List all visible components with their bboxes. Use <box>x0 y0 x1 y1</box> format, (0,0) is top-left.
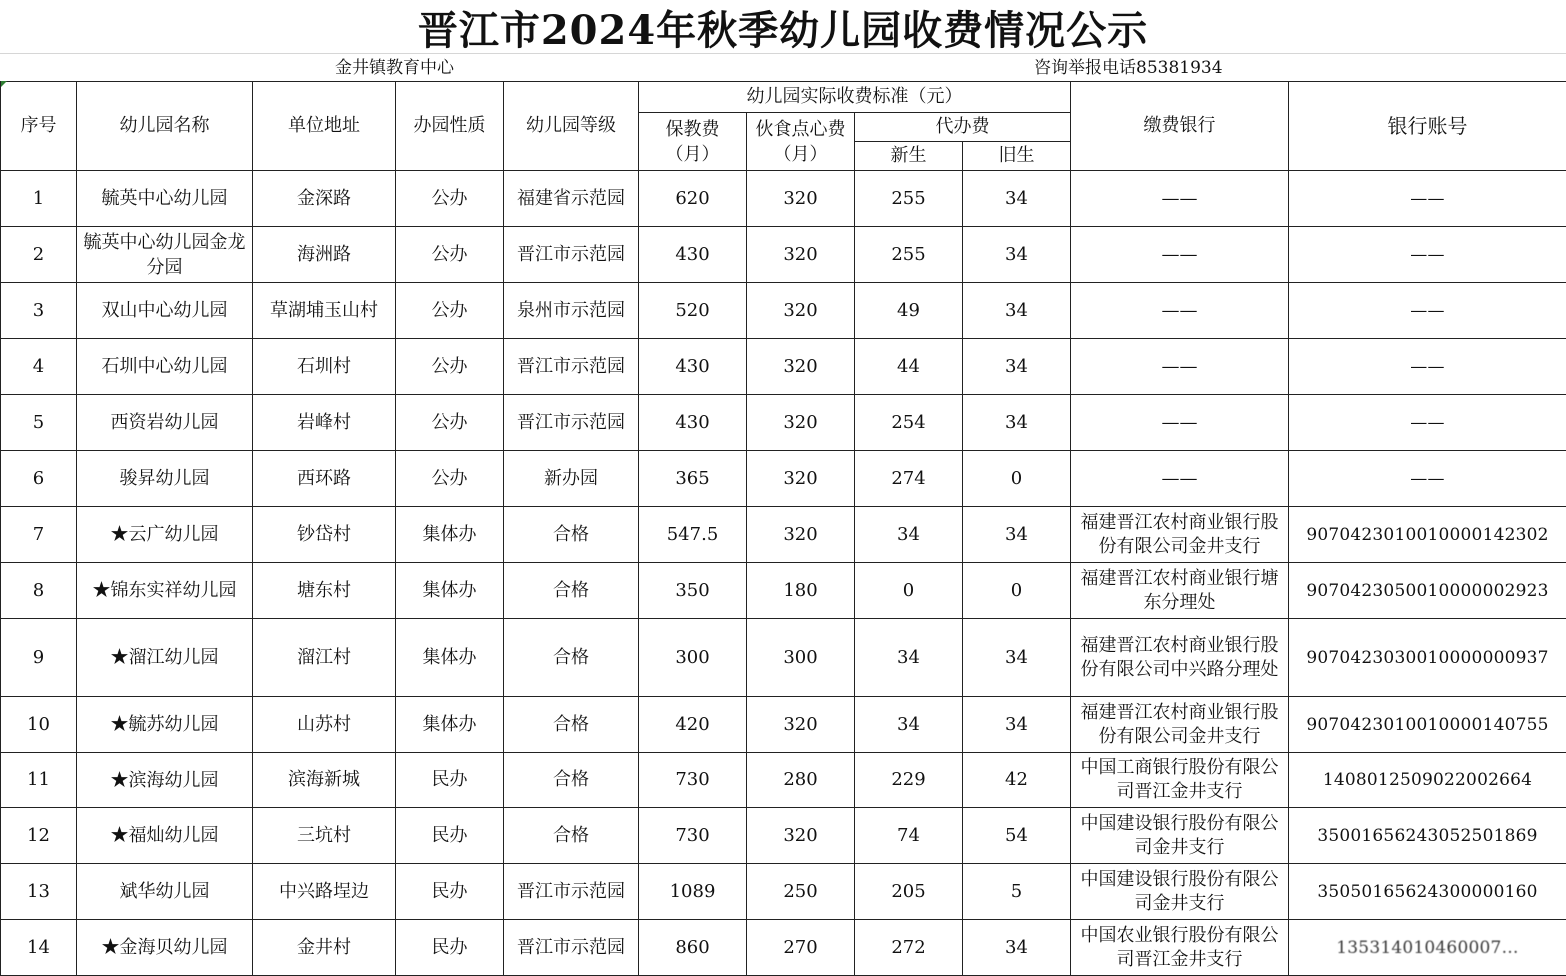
care-fee-cell: 430 <box>639 339 747 395</box>
issuer-label: 金井镇教育中心 <box>335 58 454 78</box>
bank-cell: 中国农业银行股份有限公司晋江金井支行 <box>1071 920 1289 976</box>
account-cell: —— <box>1289 171 1566 227</box>
account-cell: —— <box>1289 339 1566 395</box>
care-fee-cell: 860 <box>639 920 747 976</box>
agency-new-cell: 272 <box>855 920 963 976</box>
table-row <box>1 920 1566 976</box>
table-row <box>1 697 1566 753</box>
nature-cell: 集体办 <box>396 507 504 563</box>
name-cell: ★溜江幼儿园 <box>77 619 253 697</box>
header-meal-fee-line1: 伙食点心费 <box>755 118 846 140</box>
name-cell: ★金海贝幼儿园 <box>77 920 253 976</box>
table-row <box>1 864 1566 920</box>
address-cell: 溜江村 <box>253 619 396 697</box>
name-cell: ★毓苏幼儿园 <box>77 697 253 753</box>
care-fee-cell: 730 <box>639 808 747 864</box>
level-cell: 晋江市示范园 <box>504 339 639 395</box>
account-cell: 9070423030010000000937 <box>1289 619 1566 697</box>
agency-new-cell: 34 <box>855 697 963 753</box>
care-fee-cell: 730 <box>639 753 747 808</box>
agency-old-cell: 0 <box>963 451 1071 507</box>
agency-new-cell: 0 <box>855 563 963 619</box>
table-row <box>1 451 1566 507</box>
bank-cell: 中国建设银行股份有限公司金井支行 <box>1071 808 1289 864</box>
account-cell: 9070423010010000142302 <box>1289 507 1566 563</box>
level-cell: 合格 <box>504 808 639 864</box>
meal-fee-cell: 320 <box>747 808 855 864</box>
care-fee-cell: 300 <box>639 619 747 697</box>
name-cell: ★滨海幼儿园 <box>77 753 253 808</box>
table-row <box>1 171 1566 227</box>
name-cell: 西资岩幼儿园 <box>77 395 253 451</box>
nature-cell: 民办 <box>396 864 504 920</box>
table-row <box>1 753 1566 808</box>
page-title: 晋江市2024年秋季幼儿园收费情况公示 <box>417 6 1149 54</box>
address-cell: 中兴路埕边 <box>253 864 396 920</box>
agency-new-cell: 205 <box>855 864 963 920</box>
care-fee-cell: 1089 <box>639 864 747 920</box>
level-cell: 晋江市示范园 <box>504 864 639 920</box>
bank-cell: —— <box>1071 171 1289 227</box>
nature-cell: 集体办 <box>396 563 504 619</box>
header-address: 单位地址 <box>253 82 396 171</box>
agency-old-cell: 5 <box>963 864 1071 920</box>
cell-marker-icon <box>1 81 7 87</box>
bank-cell: 福建晋江农村商业银行股份有限公司金井支行 <box>1071 507 1289 563</box>
agency-old-cell: 34 <box>963 283 1071 339</box>
index-cell: 13 <box>1 864 77 920</box>
header-care-fee-line2: （月） <box>665 143 720 165</box>
nature-cell: 公办 <box>396 339 504 395</box>
nature-cell: 集体办 <box>396 697 504 753</box>
level-cell: 合格 <box>504 697 639 753</box>
header-account: 银行账号 <box>1289 82 1566 171</box>
agency-old-cell: 34 <box>963 395 1071 451</box>
header-row <box>1 82 1566 113</box>
header-agency-new: 新生 <box>855 142 963 171</box>
level-cell: 合格 <box>504 753 639 808</box>
meal-fee-cell: 320 <box>747 507 855 563</box>
level-cell: 合格 <box>504 507 639 563</box>
agency-new-cell: 255 <box>855 227 963 283</box>
nature-cell: 公办 <box>396 451 504 507</box>
meal-fee-cell: 320 <box>747 395 855 451</box>
care-fee-cell: 365 <box>639 451 747 507</box>
header-care-fee-line1: 保教费 <box>665 118 720 140</box>
account-cell: 1408012509022002664 <box>1289 753 1566 808</box>
address-cell: 西环路 <box>253 451 396 507</box>
agency-old-cell: 0 <box>963 563 1071 619</box>
agency-new-cell: 274 <box>855 451 963 507</box>
name-cell: 双山中心幼儿园 <box>77 283 253 339</box>
meal-fee-cell: 320 <box>747 697 855 753</box>
header-meal-fee-line2: （月） <box>773 143 828 165</box>
agency-old-cell: 42 <box>963 753 1071 808</box>
nature-cell: 集体办 <box>396 619 504 697</box>
agency-old-cell: 34 <box>963 227 1071 283</box>
bank-cell: 中国工商银行股份有限公司晋江金井支行 <box>1071 753 1289 808</box>
agency-new-cell: 49 <box>855 283 963 339</box>
hotline-label: 咨询举报电话85381934 <box>1034 58 1223 78</box>
agency-old-cell: 54 <box>963 808 1071 864</box>
nature-cell: 公办 <box>396 395 504 451</box>
nature-cell: 民办 <box>396 808 504 864</box>
address-cell: 塘东村 <box>253 563 396 619</box>
account-cell: 35050165624300000160 <box>1289 864 1566 920</box>
address-cell: 金深路 <box>253 171 396 227</box>
table-row <box>1 395 1566 451</box>
meal-fee-cell: 280 <box>747 753 855 808</box>
header-fee-group: 幼儿园实际收费标准（元） <box>639 82 1071 113</box>
name-cell: 毓英中心幼儿园金龙分园 <box>77 227 253 283</box>
name-cell: ★锦东实祥幼儿园 <box>77 563 253 619</box>
meal-fee-cell: 300 <box>747 619 855 697</box>
level-cell: 晋江市示范园 <box>504 395 639 451</box>
nature-cell: 公办 <box>396 171 504 227</box>
level-cell: 泉州市示范园 <box>504 283 639 339</box>
index-cell: 11 <box>1 753 77 808</box>
agency-old-cell: 34 <box>963 171 1071 227</box>
care-fee-cell: 420 <box>639 697 747 753</box>
level-cell: 合格 <box>504 619 639 697</box>
table-row <box>1 808 1566 864</box>
name-cell: 骏昇幼儿园 <box>77 451 253 507</box>
agency-new-cell: 34 <box>855 619 963 697</box>
address-cell: 金井村 <box>253 920 396 976</box>
account-cell: —— <box>1289 227 1566 283</box>
agency-old-cell: 34 <box>963 920 1071 976</box>
agency-new-cell: 34 <box>855 507 963 563</box>
level-cell: 新办园 <box>504 451 639 507</box>
address-cell: 石圳村 <box>253 339 396 395</box>
index-cell: 6 <box>1 451 77 507</box>
meal-fee-cell: 180 <box>747 563 855 619</box>
agency-old-cell: 34 <box>963 507 1071 563</box>
account-cell: 135314010460007… <box>1289 920 1566 976</box>
table-row <box>1 563 1566 619</box>
level-cell: 合格 <box>504 563 639 619</box>
title-divider <box>0 53 1566 54</box>
account-cell: 9070423010010000140755 <box>1289 697 1566 753</box>
header-level: 幼儿园等级 <box>504 82 639 171</box>
header-care-fee <box>639 113 747 171</box>
nature-cell: 民办 <box>396 753 504 808</box>
table-row <box>1 339 1566 395</box>
bank-cell: 福建晋江农村商业银行塘东分理处 <box>1071 563 1289 619</box>
name-cell: 毓英中心幼儿园 <box>77 171 253 227</box>
account-cell: —— <box>1289 451 1566 507</box>
nature-cell: 公办 <box>396 283 504 339</box>
header-nature: 办园性质 <box>396 82 504 171</box>
agency-old-cell: 34 <box>963 697 1071 753</box>
bank-cell: 福建晋江农村商业银行股份有限公司金井支行 <box>1071 697 1289 753</box>
level-cell: 晋江市示范园 <box>504 227 639 283</box>
index-cell: 14 <box>1 920 77 976</box>
index-cell: 12 <box>1 808 77 864</box>
meal-fee-cell: 250 <box>747 864 855 920</box>
fee-table <box>0 81 1566 976</box>
bank-cell: —— <box>1071 339 1289 395</box>
care-fee-cell: 350 <box>639 563 747 619</box>
index-cell: 9 <box>1 619 77 697</box>
header-agency-fee: 代办费 <box>855 113 1071 142</box>
level-cell: 晋江市示范园 <box>504 920 639 976</box>
address-cell: 山苏村 <box>253 697 396 753</box>
header-meal-fee <box>747 113 855 171</box>
care-fee-cell: 620 <box>639 171 747 227</box>
meal-fee-cell: 320 <box>747 339 855 395</box>
bank-cell: —— <box>1071 395 1289 451</box>
meal-fee-cell: 320 <box>747 171 855 227</box>
header-bank: 缴费银行 <box>1071 82 1289 171</box>
bank-cell: —— <box>1071 451 1289 507</box>
level-cell: 福建省示范园 <box>504 171 639 227</box>
care-fee-cell: 547.5 <box>639 507 747 563</box>
address-cell: 草湖埔玉山村 <box>253 283 396 339</box>
index-cell: 3 <box>1 283 77 339</box>
care-fee-cell: 430 <box>639 395 747 451</box>
bank-cell: —— <box>1071 227 1289 283</box>
table-row <box>1 619 1566 697</box>
address-cell: 钞岱村 <box>253 507 396 563</box>
index-cell: 4 <box>1 339 77 395</box>
name-cell: 斌华幼儿园 <box>77 864 253 920</box>
meal-fee-cell: 320 <box>747 227 855 283</box>
address-cell: 海洲路 <box>253 227 396 283</box>
account-cell: —— <box>1289 283 1566 339</box>
index-cell: 1 <box>1 171 77 227</box>
account-cell: —— <box>1289 395 1566 451</box>
nature-cell: 公办 <box>396 227 504 283</box>
account-cell: 9070423050010000002923 <box>1289 563 1566 619</box>
name-cell: 石圳中心幼儿园 <box>77 339 253 395</box>
address-cell: 三坑村 <box>253 808 396 864</box>
table-row <box>1 507 1566 563</box>
address-cell: 滨海新城 <box>253 753 396 808</box>
meal-fee-cell: 320 <box>747 283 855 339</box>
name-cell: ★福灿幼儿园 <box>77 808 253 864</box>
account-cell: 35001656243052501869 <box>1289 808 1566 864</box>
agency-old-cell: 34 <box>963 619 1071 697</box>
care-fee-cell: 430 <box>639 227 747 283</box>
bank-cell: —— <box>1071 283 1289 339</box>
index-cell: 5 <box>1 395 77 451</box>
agency-new-cell: 255 <box>855 171 963 227</box>
agency-new-cell: 44 <box>855 339 963 395</box>
bank-cell: 中国建设银行股份有限公司金井支行 <box>1071 864 1289 920</box>
header-index: 序号 <box>1 82 77 171</box>
bank-cell: 福建晋江农村商业银行股份有限公司中兴路分理处 <box>1071 619 1289 697</box>
address-cell: 岩峰村 <box>253 395 396 451</box>
agency-new-cell: 254 <box>855 395 963 451</box>
header-name: 幼儿园名称 <box>77 82 253 171</box>
table-row <box>1 227 1566 283</box>
index-cell: 10 <box>1 697 77 753</box>
index-cell: 7 <box>1 507 77 563</box>
name-cell: ★云广幼儿园 <box>77 507 253 563</box>
agency-new-cell: 229 <box>855 753 963 808</box>
meal-fee-cell: 270 <box>747 920 855 976</box>
agency-old-cell: 34 <box>963 339 1071 395</box>
meal-fee-cell: 320 <box>747 451 855 507</box>
nature-cell: 民办 <box>396 920 504 976</box>
agency-new-cell: 74 <box>855 808 963 864</box>
care-fee-cell: 520 <box>639 283 747 339</box>
index-cell: 8 <box>1 563 77 619</box>
index-cell: 2 <box>1 227 77 283</box>
table-row <box>1 283 1566 339</box>
header-agency-old: 旧生 <box>963 142 1071 171</box>
